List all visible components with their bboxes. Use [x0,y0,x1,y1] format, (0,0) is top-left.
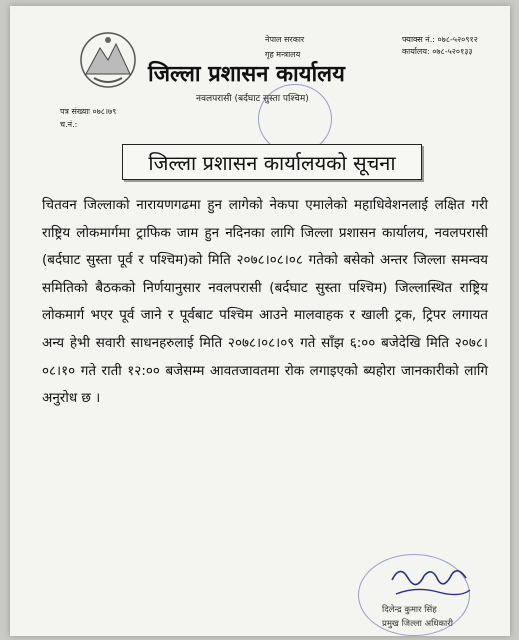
handwritten-signature [386,560,476,602]
notice-body: चितवन जिल्लाको नारायणगढमा हुन लागेको नेकपा एमालेको महाधिवेशनलाई लक्षित गरी राष्ट्रिय लोकमार्गमा ट्राफिक जाम हुन नदिनका लागि जिल्ला प्रशासन कार्यालय, नवलपरासी (बर्दघाट सुस्ता पूर्व र पश्चिम)को मिति २०७८।०८।०८ गतेको बसेको अन्तर जिल्ला समन्वय समितिको बैठकको निर्णयानुसार नवलपरासी (बर्दघाट सुस्ता पश्चिम) जिल्लास्थित राष्ट्रिय लोकमार्ग भएर पूर्व जाने र पूर्वबाट पश्चिम आउने मालवाहक र खाली ट्रक, ट्रिपर लगायत अन्य हेभी सवारी साधनहरुलाई मिति २०७८।०८।०९ गते साँझ ६:०० बजेदेखि मिति २०७८।०८।१० गते राती १२:०० बजेसम्म आवतजावतमा रोक लगाइएको ब्यहोरा जानकारीको लागि अनुरोध छ । [42,197,488,407]
dispatch-number: च.नं.: [60,120,78,129]
notice-title: जिल्ला प्रशासन कार्यालयको सूचना [122,144,422,180]
fax-number: फ्याक्स नं.: ०७८-५२०९१२ [402,35,478,44]
notice-document [10,6,510,636]
office-phone-number: कार्यालय: ०७८-५२०१३३ [402,47,473,56]
reference-number: पत्र संख्याः ०७८।७९ [60,107,117,116]
ministry-label: गृह मन्त्रालय [265,50,301,59]
office-address: नवलपरासी (बर्दघाट सुस्ता पश्चिम) [196,94,309,104]
government-label: नेपाल सरकार [265,35,305,44]
office-name-heading: जिल्ला प्रशासन कार्यालय [148,62,345,87]
signer-title: प्रमुख जिल्ला अधिकारी [382,619,453,629]
nepal-government-emblem-icon [78,30,138,90]
signer-name: दिलेन्द्र कुमार सिंह [382,605,437,615]
